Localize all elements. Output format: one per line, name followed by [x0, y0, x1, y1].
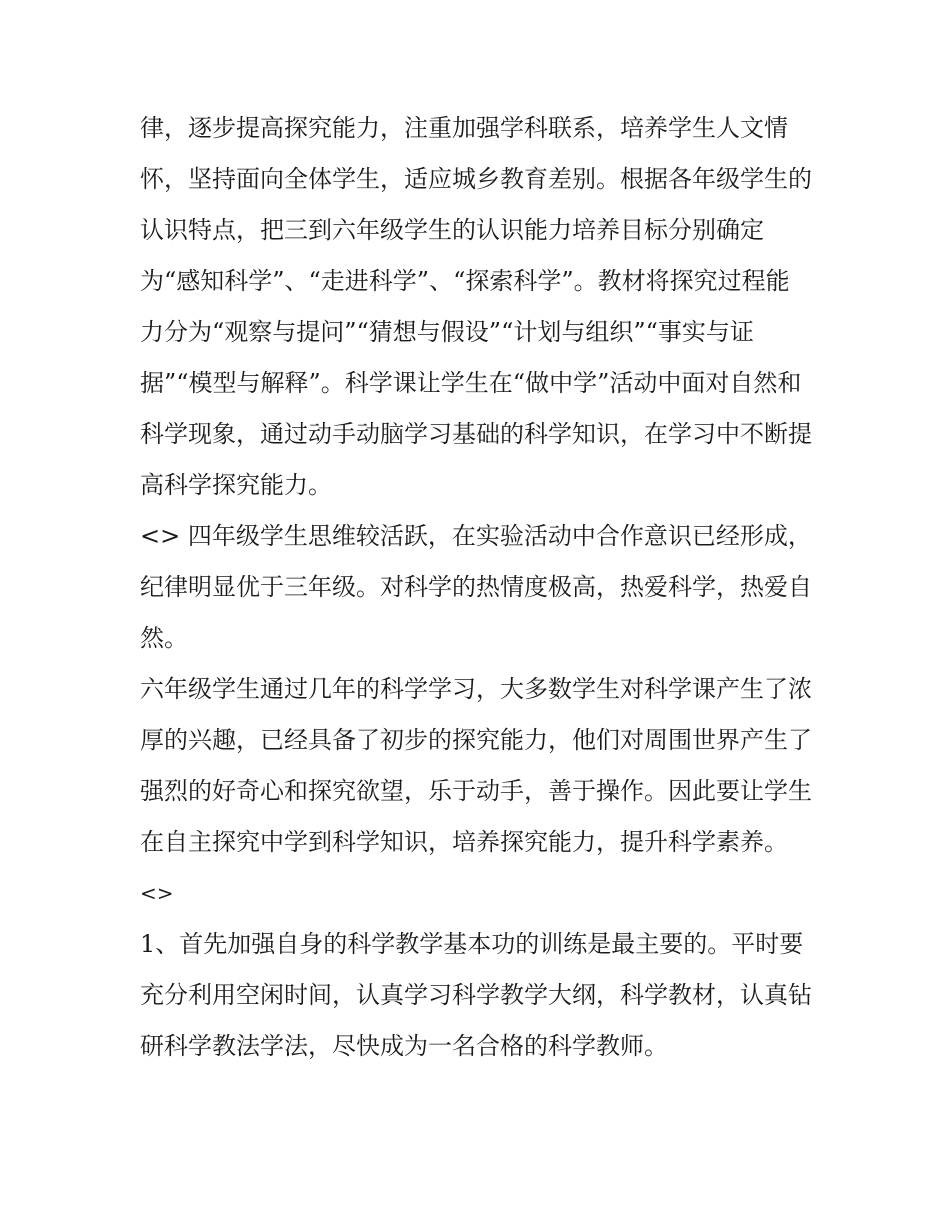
document-body	[140, 103, 812, 1072]
paragraph-grade-six: 六年级学生通过几年的科学学习，大多数学生对科学课产生了浓厚的兴趣，已经具备了初步的探究能力，他们对周围世界产生了强烈的好奇心和探究欲望，乐于动手，善于操作。因此要让学生在自主探究中学到科学知识，培养探究能力，提升科学素养。	[140, 675, 812, 856]
paragraph-measure-one: 1、首先加强自身的科学教学基本功的训练是最主要的。平时要充分利用空闲时间，认真学习科学教学大纲，科学教材，认真钻研科学教法学法，尽快成为一名合格的科学教师。	[140, 930, 812, 1060]
paragraph-teaching-goals: 律，逐步提高探究能力，注重加强学科联系，培养学生人文情怀，坚持面向全体学生，适应城乡教育差别。根据各年级学生的认识特点，把三到六年级学生的认识能力培养目标分别确定为“感知科学”、“走进科学”、“探索科学”。教材将探究过程能力分为“观察与提问”“猜想与假设”“计划与组织”“事实与证据”“模型与解释”。科学课让学生在“做中学”活动中面对自然和科学现象，通过动手动脑学习基础的科学知识，在学习中不断提高科学探究能力。	[140, 114, 812, 499]
paragraph-grade-four: <> 四年级学生思维较活跃，在实验活动中合作意识已经形成，纪律明显优于三年级。对科学的热情度极高，热爱科学，热爱自然。	[140, 522, 812, 652]
section-separator: <>	[140, 881, 174, 905]
